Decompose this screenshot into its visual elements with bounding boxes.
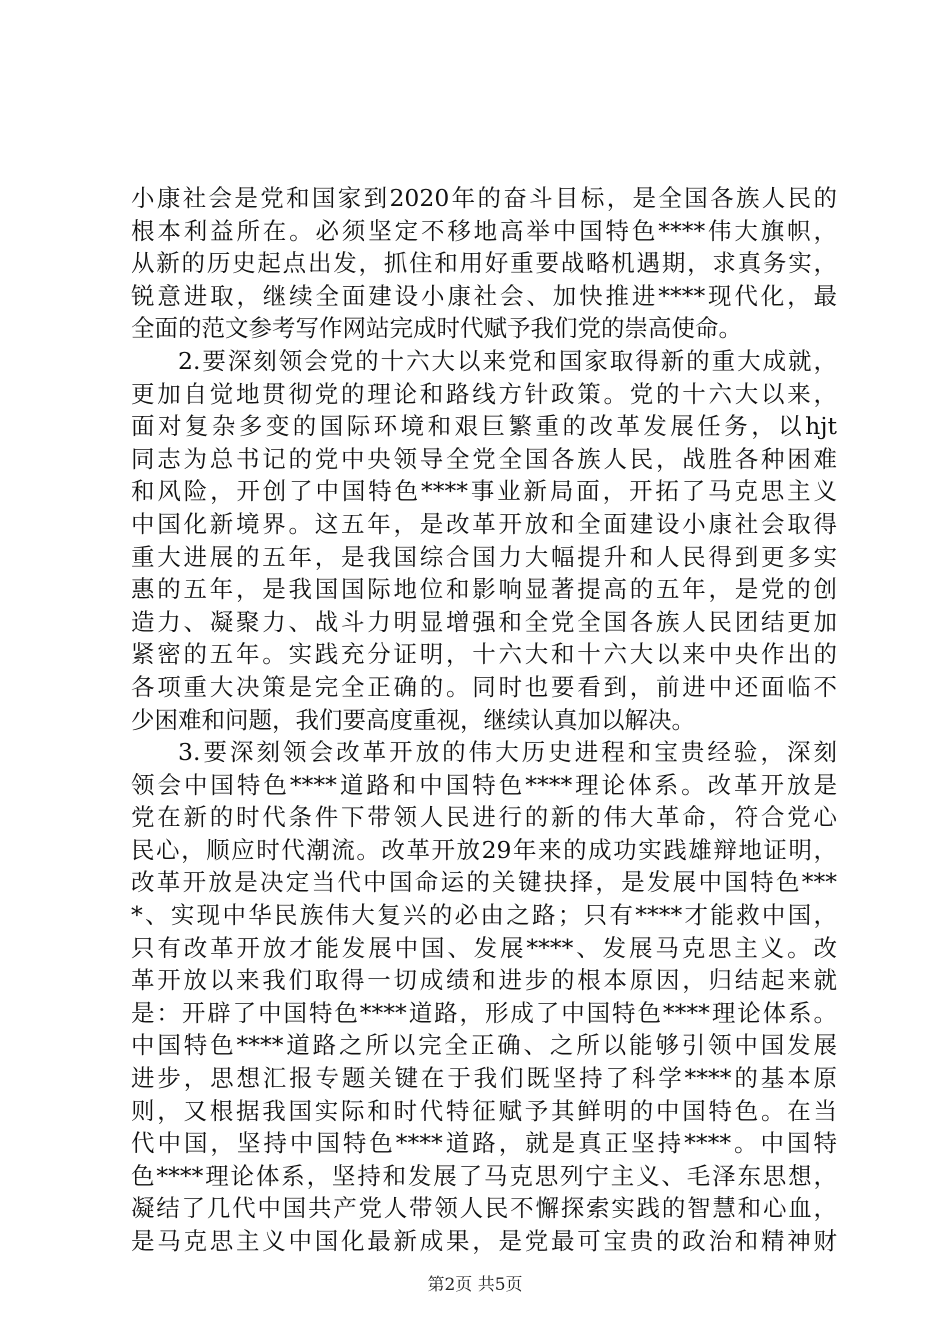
text-line: 改革开放是决定当代中国命运的关键抉择，是发展中国特色*** bbox=[131, 868, 837, 897]
text-line: 是：开辟了中国特色****道路，形成了中国特色****理论体系。 bbox=[131, 998, 837, 1027]
text-line: 进步，思想汇报专题关键在于我们既坚持了科学****的基本原 bbox=[131, 1064, 837, 1093]
text-line: 只有改革开放才能发展中国、发展****、发展马克思主义。改 bbox=[131, 933, 837, 962]
paragraph-3-start: 3.要深刻领会改革开放的伟大历史进程和宝贵经验，深刻 bbox=[178, 738, 837, 767]
text-line: 造力、凝聚力、战斗力明显增强和全党全国各族人民团结更加 bbox=[131, 607, 837, 636]
text-line: *、实现中华民族伟大复兴的必由之路；只有****才能救中国， bbox=[131, 901, 837, 930]
text-line: 同志为总书记的党中央领导全党全国各族人民，战胜各种困难 bbox=[131, 444, 837, 473]
text-line: 小康社会是党和国家到2020年的奋斗目标，是全国各族人民的 bbox=[131, 184, 837, 212]
document-body bbox=[131, 182, 837, 1258]
page-number-label: 第2页 共5页 bbox=[427, 1275, 523, 1295]
text-line: 则，又根据我国实际和时代特征赋予其鲜明的中国特色。在当 bbox=[131, 1096, 837, 1125]
text-line: 和风险，开创了中国特色****事业新局面，开拓了马克思主义 bbox=[131, 477, 837, 506]
text-line: 民心，顺应时代潮流。改革开放29年来的成功实践雄辩地证明， bbox=[131, 835, 837, 864]
paragraph-2-start: 2.要深刻领会党的十六大以来党和国家取得新的重大成就， bbox=[178, 346, 837, 375]
text-line: 紧密的五年。实践充分证明，十六大和十六大以来中央作出的 bbox=[131, 640, 837, 669]
text-line: 领会中国特色****道路和中国特色****理论体系。改革开放是 bbox=[131, 770, 837, 799]
page-footer bbox=[0, 1270, 950, 1295]
text-line: 少困难和问题，我们要高度重视，继续认真加以解决。 bbox=[131, 705, 695, 734]
text-line: 凝结了几代中国共产党人带领人民不懈探索实践的智慧和心血， bbox=[131, 1194, 837, 1223]
text-line: 根本利益所在。必须坚定不移地高举中国特色****伟大旗帜， bbox=[131, 216, 837, 245]
text-line: 代中国，坚持中国特色****道路，就是真正坚持****。中国特 bbox=[131, 1129, 837, 1158]
text-line: 面对复杂多变的国际环境和艰巨繁重的改革发展任务，以hjt bbox=[131, 412, 837, 441]
text-line: 重大进展的五年，是我国综合国力大幅提升和人民得到更多实 bbox=[131, 542, 837, 571]
text-line: 全面的范文参考写作网站完成时代赋予我们党的崇高使命。 bbox=[131, 314, 742, 343]
text-line: 中国特色****道路之所以完全正确、之所以能够引领中国发展 bbox=[131, 1031, 837, 1060]
text-line: 是马克思主义中国化最新成果，是党最可宝贵的政治和精神财 bbox=[131, 1227, 837, 1255]
text-line: 各项重大决策是完全正确的。同时也要看到，前进中还面临不 bbox=[131, 672, 837, 701]
text-line: 革开放以来我们取得一切成绩和进步的根本原因，归结起来就 bbox=[131, 966, 837, 995]
text-line: 锐意进取，继续全面建设小康社会、加快推进****现代化，最 bbox=[131, 281, 837, 310]
text-line: 色****理论体系，坚持和发展了马克思列宁主义、毛泽东思想， bbox=[131, 1161, 837, 1190]
text-line: 从新的历史起点出发，抓住和用好重要战略机遇期，求真务实， bbox=[131, 249, 837, 278]
text-line: 惠的五年，是我国国际地位和影响显著提高的五年，是党的创 bbox=[131, 575, 837, 604]
text-line: 党在新的时代条件下带领人民进行的新的伟大革命，符合党心 bbox=[131, 803, 837, 832]
text-line: 更加自觉地贯彻党的理论和路线方针政策。党的十六大以来， bbox=[131, 379, 837, 408]
text-line: 中国化新境界。这五年，是改革开放和全面建设小康社会取得 bbox=[131, 509, 837, 538]
